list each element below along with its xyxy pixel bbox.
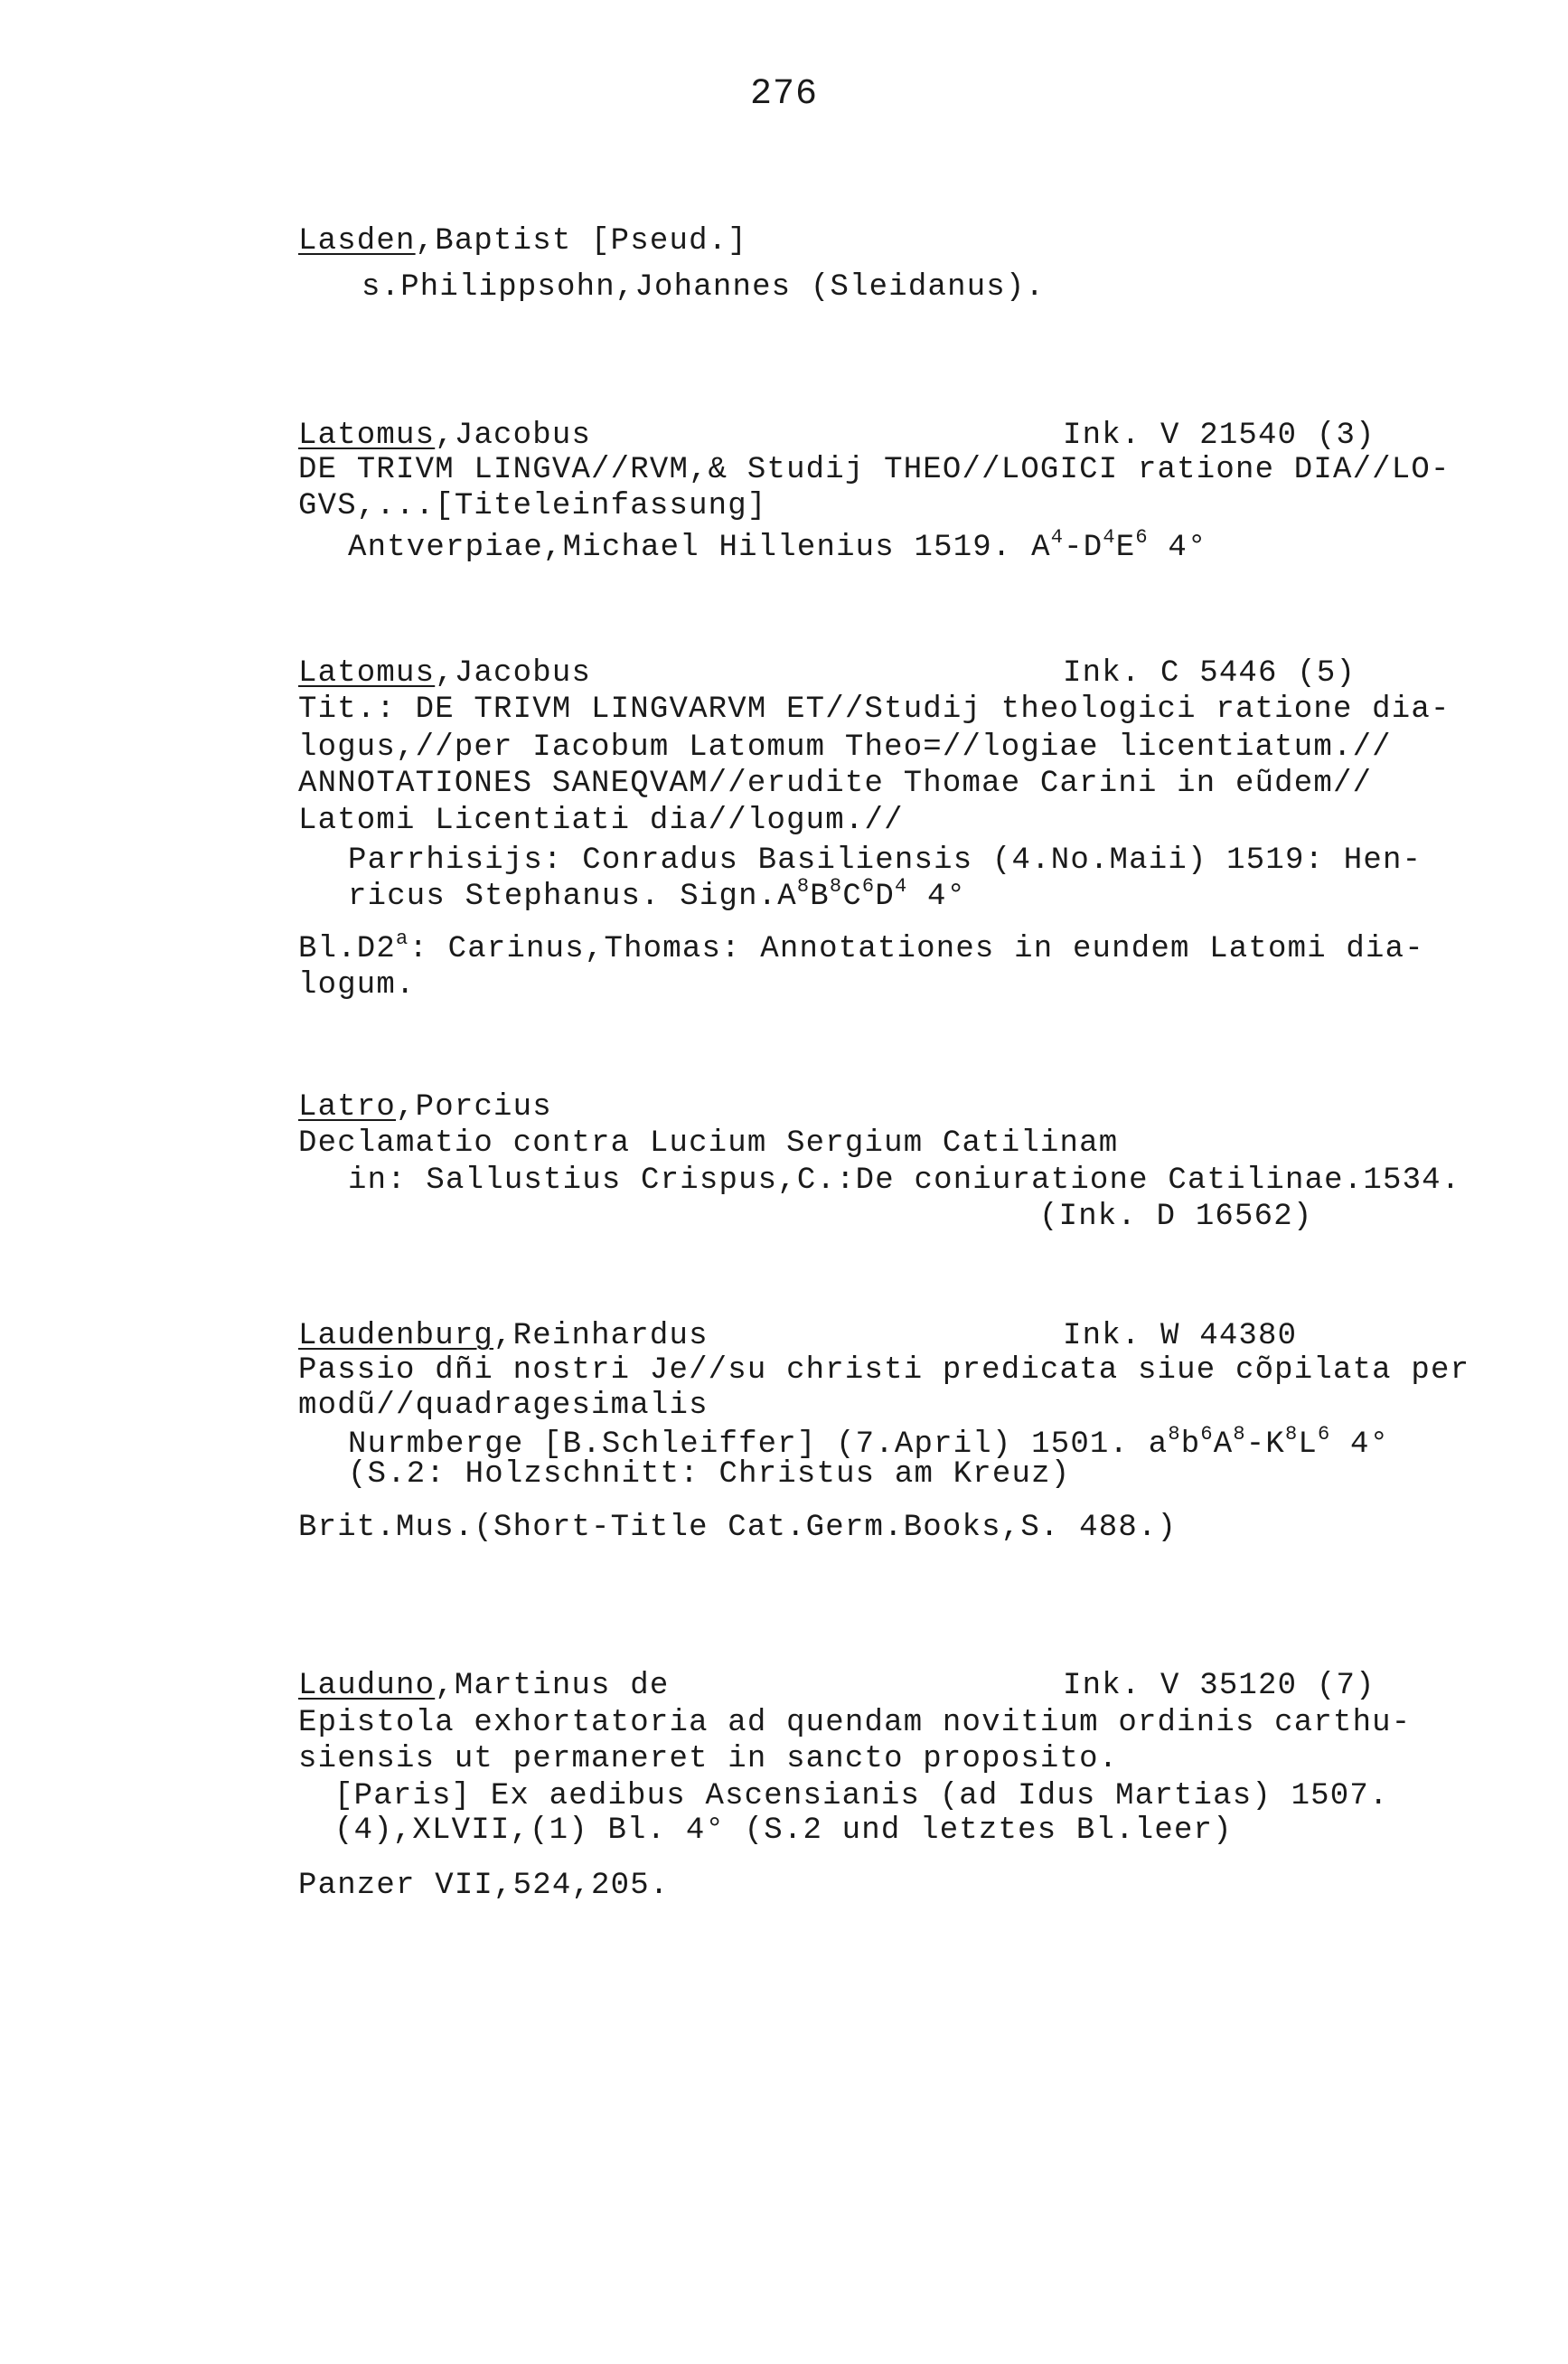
ink-shelfmark: Ink. C 5446 (5) xyxy=(1063,656,1357,691)
entry-heading xyxy=(298,1668,669,1704)
heading-name: Lasden xyxy=(298,224,416,259)
heading-rest: ,Porcius xyxy=(396,1090,552,1125)
entry-line: [Paris] Ex aedibus Ascensianis (ad Idus Martias) 1507. xyxy=(334,1779,1389,1813)
entry-line-reference: Panzer VII,524,205. xyxy=(298,1869,670,1903)
ink-shelfmark: Ink. V 21540 (3) xyxy=(1063,419,1376,453)
entry-line: modũ//quadragesimalis xyxy=(298,1389,709,1423)
entry-line: siensis ut permaneret in sancto proposito. xyxy=(298,1742,1119,1776)
entry-heading xyxy=(298,223,747,259)
entry-line: Epistola exhortatoria ad quendam novitium ordinis carthu- xyxy=(298,1706,1412,1740)
heading-name: Lauduno xyxy=(298,1669,436,1703)
entry-line-imprint: Nurmberge [B.Schleiffer] (7.April) 1501. $a^8b^6A^8-K^8L^6$ 4° xyxy=(348,1423,1390,1462)
entry-line: (4),XLVII,(1) Bl. 4° (S.2 und letztes Bl.leer) xyxy=(334,1813,1233,1848)
heading-name: Laudenburg xyxy=(298,1319,494,1353)
entry-line: Declamatio contra Lucium Sergium Catilinam xyxy=(298,1126,1119,1161)
heading-name: Latomus xyxy=(298,656,436,691)
entry-line-note: Bl.D2$^a$: Carinus,Thomas: Annotationes in eundem Latomi dia- xyxy=(298,928,1424,966)
ink-shelfmark: Ink. V 35120 (7) xyxy=(1063,1669,1376,1703)
entry-line: Latomi Licentiati dia//logum.// xyxy=(298,804,904,838)
entry-line: s.Philippsohn,Johannes (Sleidanus). xyxy=(361,270,1046,305)
entry-line-signature: ricus Stephanus. $Sign.A^8B^8C^6D^4$ 4° xyxy=(348,875,967,914)
entry-line: in: Sallustius Crispus,C.:De coniuratione Catilinae.1534. xyxy=(348,1163,1461,1198)
entry-line: Tit.: DE TRIVM LINGVARVM ET//Studij theologici ratione dia- xyxy=(298,692,1451,727)
heading-rest: ,Jacobus xyxy=(435,419,592,453)
entry-line: logum. xyxy=(298,968,416,1003)
entry-line: GVS,...[Titeleinfassung] xyxy=(298,489,767,523)
entry-heading xyxy=(298,418,591,454)
entry-heading xyxy=(298,1318,709,1354)
entry-line: DE TRIVM LINGVA//RVM,& Studij THEO//LOGICI ratione DIA//LO- xyxy=(298,453,1451,487)
heading-rest: ,Baptist [Pseud.] xyxy=(415,224,747,259)
entry-line-reference: Brit.Mus.(Short-Title Cat.Germ.Books,S. 488.) xyxy=(298,1511,1178,1545)
page-number: 276 xyxy=(749,74,818,115)
heading-name: Latomus xyxy=(298,419,436,453)
heading-rest: ,Reinhardus xyxy=(493,1319,709,1353)
ink-shelfmark: Ink. W 44380 xyxy=(1063,1319,1298,1353)
entry-line: (Ink. D 16562) xyxy=(1039,1200,1313,1234)
heading-rest: ,Martinus de xyxy=(435,1669,670,1703)
entry-heading xyxy=(298,655,591,692)
heading-name: Latro xyxy=(298,1090,397,1125)
entry-line: Passio dñi nostri Je//su christi predicata siue cõpilata per xyxy=(298,1353,1470,1388)
entry-line: logus,//per Iacobum Latomum Theo=//logiae licentiatum.// xyxy=(298,730,1392,765)
entry-line: Parrhisijs: Conradus Basiliensis (4.No.Maii) 1519: Hen- xyxy=(348,843,1422,878)
entry-line-imprint: Antverpiae,Michael Hillenius 1519. $A^4-D^4E^6$ 4° xyxy=(348,526,1207,565)
entry-line: ANNOTATIONES SANEQVAM//erudite Thomae Carini in eũdem// xyxy=(298,767,1373,801)
entry-line: (S.2: Holzschnitt: Christus am Kreuz) xyxy=(348,1457,1071,1492)
heading-rest: ,Jacobus xyxy=(435,656,592,691)
entry-heading xyxy=(298,1089,552,1125)
